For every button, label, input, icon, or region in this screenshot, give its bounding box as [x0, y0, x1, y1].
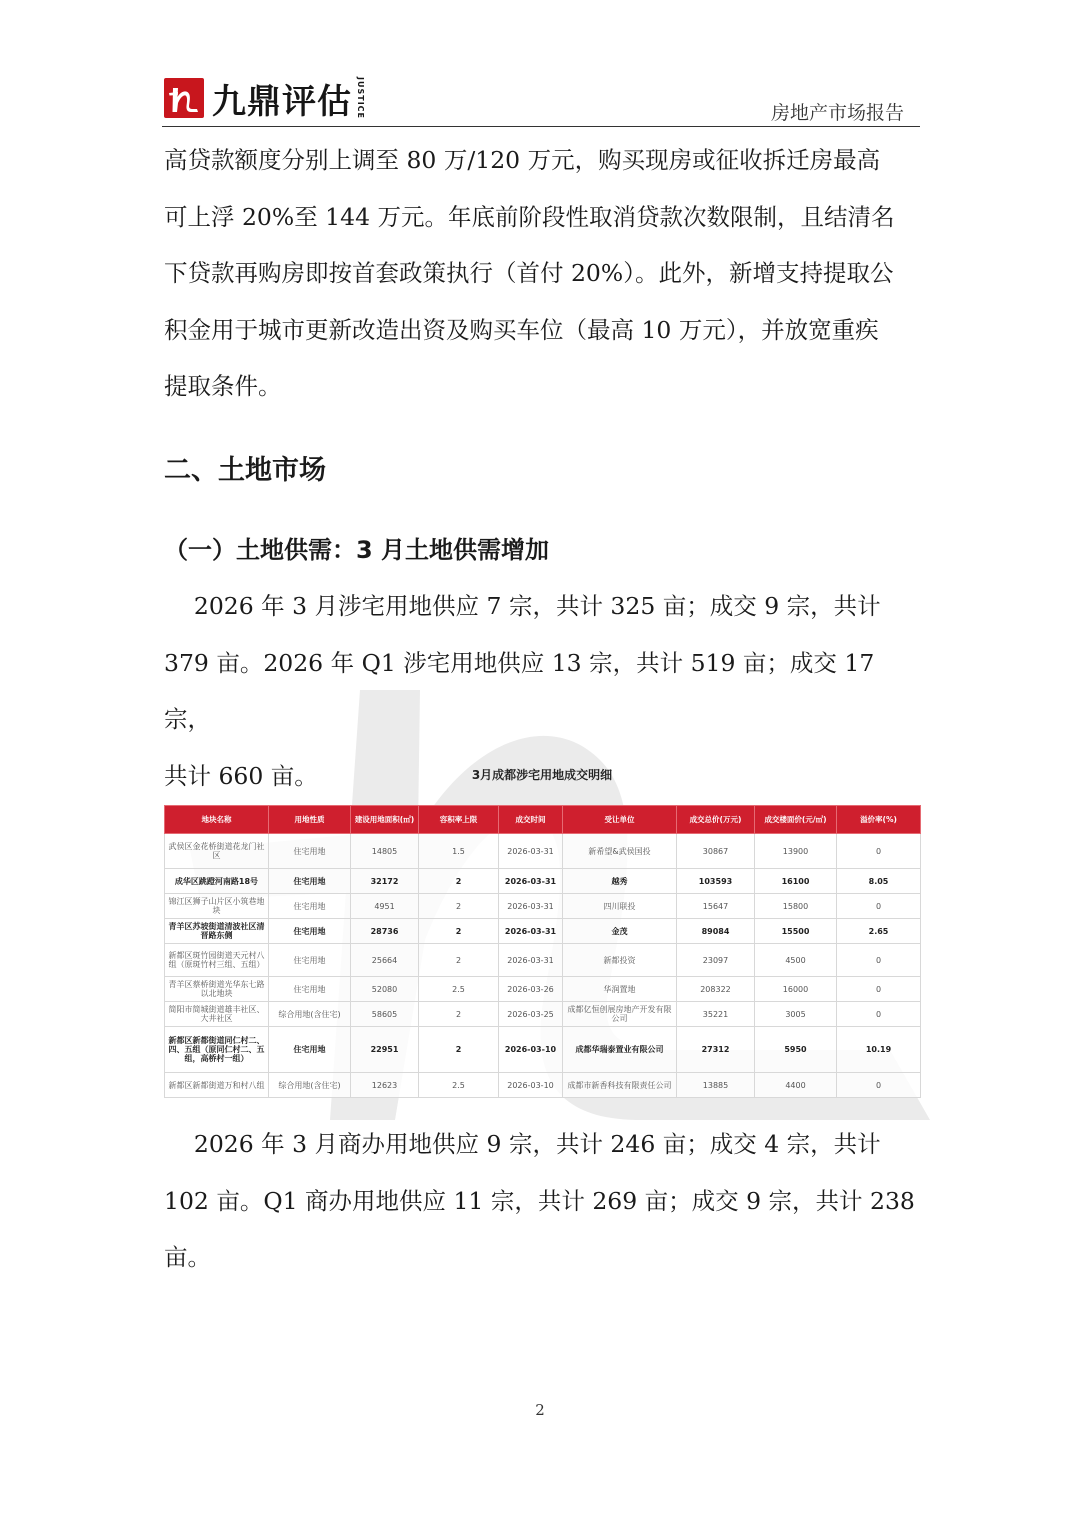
table-header-row	[165, 806, 921, 834]
commercial-land-paragraph	[164, 1116, 924, 1286]
table-row	[165, 869, 921, 894]
table-row	[165, 944, 921, 977]
table-cell: 52080	[351, 977, 419, 1002]
table-cell: 青羊区苏坡街道清波社区清晋路东侧	[165, 919, 269, 944]
text-line: 高贷款额度分别上调至 80 万/120 万元，购买现房或征收拆迁房最高	[164, 146, 881, 174]
table-body	[165, 834, 921, 1098]
text-line: 下贷款再购房即按首套政策执行（首付 20%）。此外，新增支持提取公	[164, 259, 894, 287]
table-cell: 13900	[755, 834, 837, 869]
table-header-cell: 容积率上限	[419, 806, 499, 834]
logo-mark-icon	[164, 78, 204, 118]
table-cell: 30867	[677, 834, 755, 869]
table-cell: 2026-03-31	[499, 869, 563, 894]
table-row	[165, 1073, 921, 1098]
table-row	[165, 834, 921, 869]
table-cell: 四川联投	[563, 894, 677, 919]
table-cell: 13885	[677, 1073, 755, 1098]
table-cell: 58605	[351, 1002, 419, 1027]
table-cell: 2	[419, 919, 499, 944]
table-header-cell: 成交楼面价(元/㎡)	[755, 806, 837, 834]
table-cell: 89084	[677, 919, 755, 944]
table-cell: 成都华瑞泰置业有限公司	[563, 1027, 677, 1073]
table-row	[165, 1027, 921, 1073]
table-cell: 1.5	[419, 834, 499, 869]
table-header-cell: 用地性质	[269, 806, 351, 834]
table-row	[165, 977, 921, 1002]
table-cell: 成都市新香科技有限责任公司	[563, 1073, 677, 1098]
table-cell: 23097	[677, 944, 755, 977]
table-cell: 住宅用地	[269, 977, 351, 1002]
table-cell: 2026-03-25	[499, 1002, 563, 1027]
table-cell: 3005	[755, 1002, 837, 1027]
table-cell: 4400	[755, 1073, 837, 1098]
table-cell: 2026-03-31	[499, 894, 563, 919]
table-cell: 2.5	[419, 1073, 499, 1098]
table-cell: 2026-03-31	[499, 944, 563, 977]
table-cell: 2026-03-31	[499, 834, 563, 869]
table-cell: 32172	[351, 869, 419, 894]
table-cell: 0	[837, 944, 921, 977]
table-cell: 武侯区金花桥街道花龙门社区	[165, 834, 269, 869]
table-cell: 新都区新都街道万和村八组	[165, 1073, 269, 1098]
table-cell: 15647	[677, 894, 755, 919]
table-cell: 35221	[677, 1002, 755, 1027]
table-cell: 2026-03-31	[499, 919, 563, 944]
table-cell: 25664	[351, 944, 419, 977]
table-cell: 0	[837, 834, 921, 869]
table-header-cell: 受让单位	[563, 806, 677, 834]
table-cell: 住宅用地	[269, 834, 351, 869]
table-title: 3月成都涉宅用地成交明细	[471, 768, 613, 782]
text-line: 积金用于城市更新改造出资及购买车位（最高 10 万元），并放宽重疾	[164, 315, 879, 344]
table-cell: 2026-03-26	[499, 977, 563, 1002]
table-cell: 2026-03-10	[499, 1027, 563, 1073]
page-number: 2	[535, 1401, 545, 1419]
table-cell: 华润置地	[563, 977, 677, 1002]
page-header	[162, 70, 920, 127]
text-line: 亩。	[164, 1243, 211, 1271]
table-cell: 0	[837, 977, 921, 1002]
table-cell: 0	[837, 1002, 921, 1027]
table-cell: 2	[419, 894, 499, 919]
table-cell: 28736	[351, 919, 419, 944]
table-cell: 金茂	[563, 919, 677, 944]
land-transaction-table	[164, 805, 921, 1098]
intro-paragraph	[164, 132, 924, 415]
table-header-cell: 溢价率(%)	[837, 806, 921, 834]
table-header-cell: 地块名称	[165, 806, 269, 834]
table-header-cell: 成交时间	[499, 806, 563, 834]
table-cell: 青羊区蔡桥街道光华东七路以北地块	[165, 977, 269, 1002]
table-cell: 12623	[351, 1073, 419, 1098]
table-cell: 2	[419, 944, 499, 977]
table-cell: 简阳市简城街道雄丰社区、大井社区	[165, 1002, 269, 1027]
table-cell: 住宅用地	[269, 1027, 351, 1073]
table-cell: 103593	[677, 869, 755, 894]
table-cell: 27312	[677, 1027, 755, 1073]
table-cell: 成华区跳蹬河南路18号	[165, 869, 269, 894]
table-cell: 4500	[755, 944, 837, 977]
table-cell: 住宅用地	[269, 869, 351, 894]
table-cell: 综合用地(含住宅)	[269, 1002, 351, 1027]
text-line: 2026 年 3 月商办用地供应 9 宗，共计 246 亩；成交 4 宗，共计	[164, 1130, 881, 1158]
section-heading: 二、土地市场	[164, 455, 326, 486]
table-cell: 2026-03-10	[499, 1073, 563, 1098]
table-cell: 2.65	[837, 919, 921, 944]
text-line: 102 亩。Q1 商办用地供应 11 宗，共计 269 亩；成交 9 宗，共计 238	[164, 1186, 915, 1215]
table-cell: 5950	[755, 1027, 837, 1073]
text-line: 可上浮 20%至 144 万元。年底前阶段性取消贷款次数限制，且结清名	[164, 202, 895, 231]
logo-subtext: JUSTICE	[356, 76, 365, 119]
table-cell: 新希望&武侯国投	[563, 834, 677, 869]
table-row	[165, 919, 921, 944]
table-cell: 4951	[351, 894, 419, 919]
table-cell: 8.05	[837, 869, 921, 894]
table-cell: 住宅用地	[269, 944, 351, 977]
text-line: 2026 年 3 月涉宅用地供应 7 宗，共计 325 亩；成交 9 宗，共计	[164, 592, 881, 620]
report-title: 房地产市场报告	[770, 102, 904, 124]
text-line: 提取条件。	[164, 372, 282, 400]
table-cell: 10.19	[837, 1027, 921, 1073]
text-line: 379 亩。2026 年 Q1 涉宅用地供应 13 宗，共计 519 亩；成交 17 宗，	[164, 648, 882, 733]
table-row	[165, 1002, 921, 1027]
table-cell: 越秀	[563, 869, 677, 894]
table-cell: 2	[419, 869, 499, 894]
table-cell: 住宅用地	[269, 894, 351, 919]
table-cell: 综合用地(含住宅)	[269, 1073, 351, 1098]
table-header-cell: 成交总价(万元)	[677, 806, 755, 834]
table-row	[165, 894, 921, 919]
table-cell: 16100	[755, 869, 837, 894]
subsection-heading: （一）土地供需：3 月土地供需增加	[164, 536, 550, 564]
table-cell: 16000	[755, 977, 837, 1002]
table-cell: 0	[837, 894, 921, 919]
table-cell: 15500	[755, 919, 837, 944]
text-line: 共计 660 亩。	[164, 761, 318, 790]
table-cell: 新都投资	[563, 944, 677, 977]
table-cell: 新都区斑竹园街道天元村八组（原斑竹村三组、五组）	[165, 944, 269, 977]
table-cell: 14805	[351, 834, 419, 869]
table-cell: 208322	[677, 977, 755, 1002]
logo-wordmark: 九鼎评估	[212, 81, 352, 122]
table-cell: 2.5	[419, 977, 499, 1002]
table-cell: 2	[419, 1027, 499, 1073]
table-header-cell: 建设用地面积(㎡)	[351, 806, 419, 834]
table-cell: 2	[419, 1002, 499, 1027]
table-cell: 新都区新都街道同仁村二、四、五组（原同仁村二、五组，高桥村一组）	[165, 1027, 269, 1073]
table-cell: 成都亿恒创展房地产开发有限公司	[563, 1002, 677, 1027]
company-logo	[164, 76, 365, 120]
table-cell: 0	[837, 1073, 921, 1098]
table-cell: 锦江区狮子山片区小筑巷地块	[165, 894, 269, 919]
table-cell: 22951	[351, 1027, 419, 1073]
table-cell: 15800	[755, 894, 837, 919]
table-cell: 住宅用地	[269, 919, 351, 944]
